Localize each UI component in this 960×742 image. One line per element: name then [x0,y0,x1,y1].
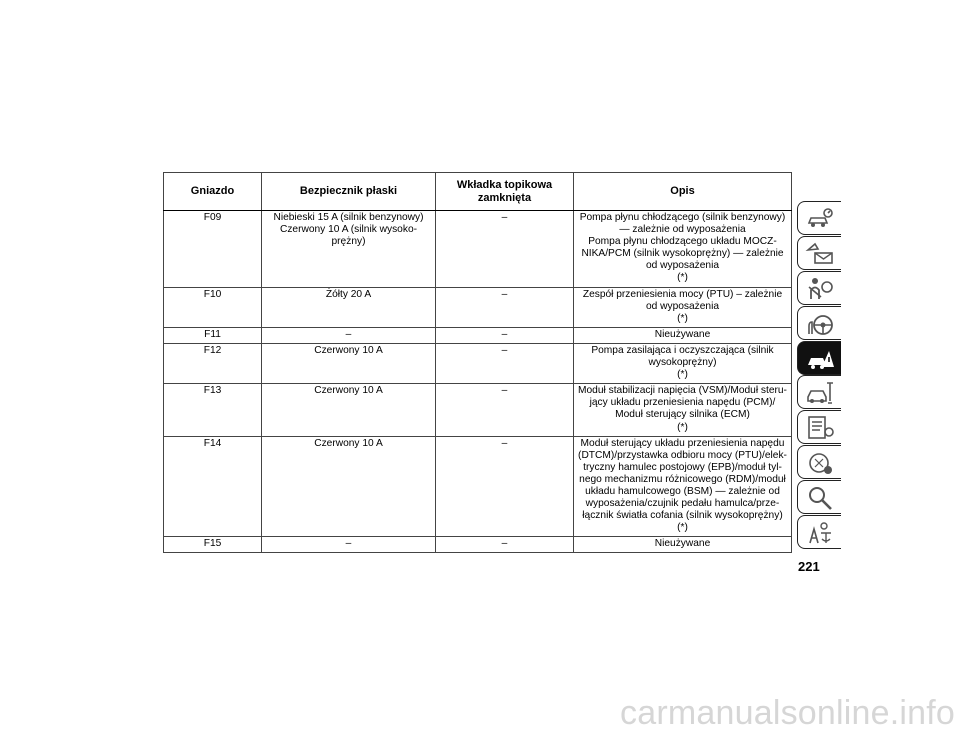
chapter-tab[interactable] [797,271,841,305]
chapter-tab[interactable] [797,341,841,375]
table-row [164,327,792,343]
description-line: (*) [677,369,688,381]
cell-slot: F15 [164,537,262,553]
cell-blade-fuse [262,211,436,288]
cell-blade-fuse [262,537,436,553]
cell-blade-fuse [262,327,436,343]
blade-fuse-line: prężny) [331,236,366,248]
header-cartridge-fuse: Wkładka topikowa zamknięta [436,173,574,211]
table-row [164,287,792,327]
description-line: (DTCM)/przystawka odbioru mocy (PTU)/elek- [578,449,787,461]
description-line: układu hamulcowego (BSM) — zależnie od [585,485,780,497]
description-line: tryczny hamulec postojowy (EPB)/moduł tyl- [583,461,782,473]
description-line: — zależnie od wyposażenia [619,224,746,236]
cell-blade-fuse [262,343,436,383]
table-row [164,537,792,553]
description-line: wyposażenia/czujnik pedału hamulca/prze- [585,498,780,510]
description-line: Moduł sterujący silnika (ECM) [615,409,750,421]
chapter-tabs [797,201,841,550]
header-blade-fuse: Bezpiecznik płaski [262,173,436,211]
cell-slot: F13 [164,384,262,436]
chapter-tab[interactable] [797,306,841,340]
chapter-tab[interactable] [797,515,841,549]
watermark: carmanualsonline.info [620,694,955,732]
cell-slot: F09 [164,211,262,288]
chapter-tab[interactable] [797,236,841,270]
cell-blade-fuse [262,384,436,436]
cell-cartridge-fuse: – [436,327,574,343]
cell-description [574,211,792,288]
description-line: Pompa zasilająca i oczyszczająca (silnik [591,344,774,356]
description-line: łącznik światła cofania (silnik wysokoprężny) [582,510,783,522]
fuse-table [163,172,792,553]
cell-description [574,537,792,553]
page-number: 221 [798,559,820,574]
chapter-tab[interactable] [797,445,841,479]
blade-fuse-line: Czerwony 10 A (silnik wysoko- [279,224,417,236]
table-row [164,211,792,288]
blade-fuse-line: – [345,328,352,340]
cell-description [574,384,792,436]
description-line: Nieużywane [654,328,711,340]
cell-description [574,287,792,327]
blade-fuse-line: Niebieski 15 A (silnik benzynowy) [273,212,424,223]
table-header-row [164,173,792,211]
blade-fuse-line: – [345,538,352,550]
description-line: jący układu przeniesienia napędu (PCM)/ [589,397,776,409]
description-line: Zespół przeniesienia mocy (PTU) – zależnie [582,288,783,300]
chapter-tab[interactable] [797,375,841,409]
cell-cartridge-fuse: – [436,537,574,553]
cell-slot: F14 [164,436,262,537]
description-line: (*) [677,312,688,324]
table-row [164,343,792,383]
blade-fuse-line: Czerwony 10 A [314,385,383,397]
cell-cartridge-fuse: – [436,384,574,436]
cell-slot: F10 [164,287,262,327]
chapter-tab[interactable] [797,410,841,444]
description-line: od wyposażenia [645,300,720,312]
cell-blade-fuse [262,287,436,327]
header-description: Opis [574,173,792,211]
cell-slot: F11 [164,327,262,343]
description-line: od wyposażenia [645,260,720,272]
cell-description [574,436,792,537]
cell-cartridge-fuse: – [436,343,574,383]
blade-fuse-line: Żółty 20 A [325,288,372,300]
description-line: (*) [677,522,688,534]
blade-fuse-line: Czerwony 10 A [314,344,383,356]
blade-fuse-line: Czerwony 10 A [314,437,383,449]
table-row [164,384,792,436]
description-line: Nieużywane [654,538,711,550]
table-row [164,436,792,537]
description-line: (*) [677,272,688,284]
description-line: Moduł stabilizacji napięcia (VSM)/Moduł steru- [578,385,787,397]
description-line: nego mechanizmu różnicowego (RDM)/moduł [579,473,786,485]
description-line: Pompa płynu chłodzącego układu MOCZ- [588,236,777,248]
description-line: NIKA/PCM (silnik wysokoprężny) — zależnie [581,248,784,260]
cell-cartridge-fuse: – [436,287,574,327]
header-slot: Gniazdo [164,173,262,211]
description-line: Moduł sterujący układu przeniesienia napędu [580,437,785,449]
cell-description [574,343,792,383]
cell-slot: F12 [164,343,262,383]
chapter-tab[interactable] [797,480,841,514]
description-line: Pompa płynu chłodzącego (silnik benzynowy) [579,212,786,223]
cell-cartridge-fuse: – [436,211,574,288]
cell-cartridge-fuse: – [436,436,574,537]
description-line: (*) [677,421,688,433]
cell-description [574,327,792,343]
description-line: wysokoprężny) [648,357,717,369]
cell-blade-fuse [262,436,436,537]
chapter-tab[interactable] [797,201,841,235]
